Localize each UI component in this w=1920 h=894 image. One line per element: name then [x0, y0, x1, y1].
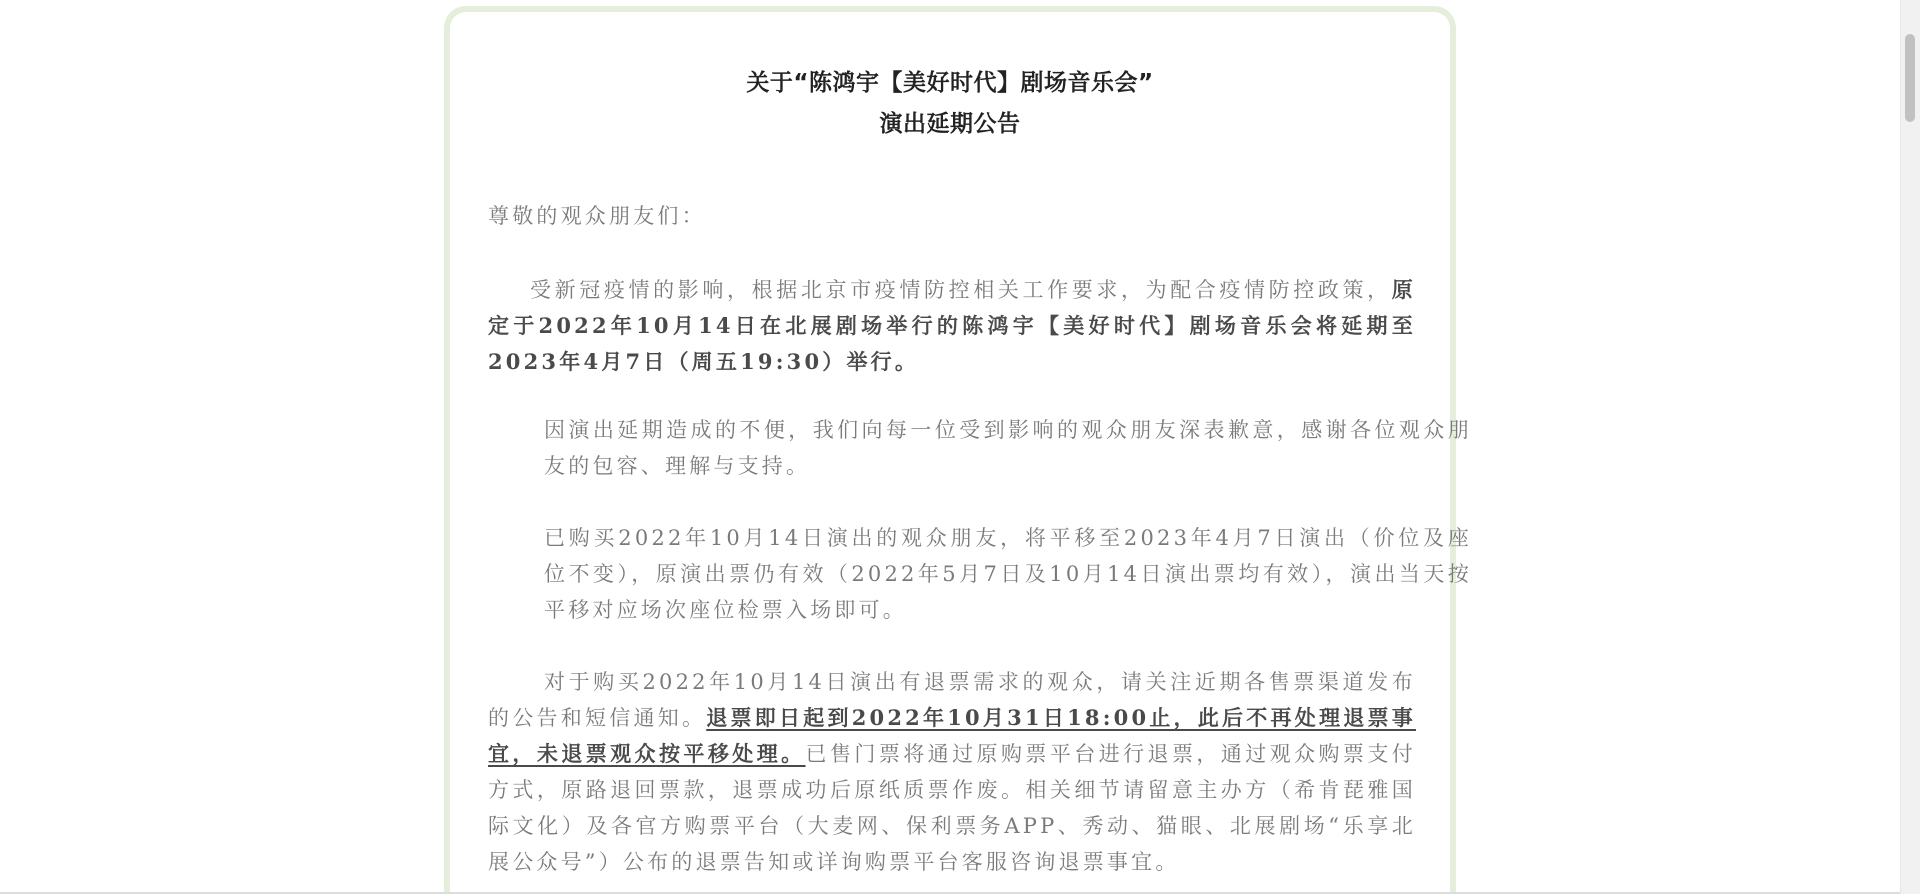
greeting: 尊敬的观众朋友们： — [488, 204, 706, 228]
paragraph-text: 已售门票将通过原购票平台进行退票，通过观众购票支付方式，原路退回票款，退票成功后原纸质票作废。相关细节请留意主办方（希肯琵雅国际文化）及各官方购票平台（大麦网、保利票务APP、秀动、猫眼、北展剧场“乐享北展公众号”）公布的退票告知或详询购票平台客服咨询退票事宜。 — [488, 742, 1416, 874]
notice-subtitle: 演出延期公告 — [879, 111, 1021, 137]
vertical-scrollbar[interactable] — [1900, 0, 1920, 894]
paragraph-apology: 因演出延期造成的不便，我们向每一位受到影响的观众朋友深表歉意，感谢各位观众朋友的包容、理解与支持。 — [544, 418, 1472, 478]
paragraph-text: 对于购买2022年10月14日演出有退票需求的观众，请关注近期各售票渠道发布的公告和短信通知。 — [488, 670, 1416, 730]
highlight-refund-deadline: 退票即日起到2022年10月31日18:00止，此后不再处理退票事宜，未退票观众按平移处理。 — [488, 705, 1416, 766]
highlight-new-date: 原定于2022年10月14日在北展剧场举行的陈鸿宇【美好时代】剧场音乐会将延期至2023年4月7日（周五19:30）举行。 — [488, 277, 1416, 374]
paragraph-refund — [488, 664, 1416, 880]
scrollbar-thumb[interactable] — [1905, 34, 1915, 122]
paragraph-text: 受新冠疫情的影响，根据北京市疫情防控相关工作要求，为配合疫情防控政策， — [530, 278, 1392, 302]
paragraph-ticket-transfer: 已购买2022年10月14日演出的观众朋友，将平移至2023年4月7日演出（价位及座位不变），原演出票仍有效（2022年5月7日及10月14日演出票均有效），演出当天按平移对应场次座位检票入场即可。 — [544, 526, 1472, 622]
notice-title: 关于“陈鸿宇【美好时代】剧场音乐会” — [746, 70, 1154, 96]
notice-card — [444, 6, 1472, 894]
paragraph-postponement — [488, 272, 1416, 380]
